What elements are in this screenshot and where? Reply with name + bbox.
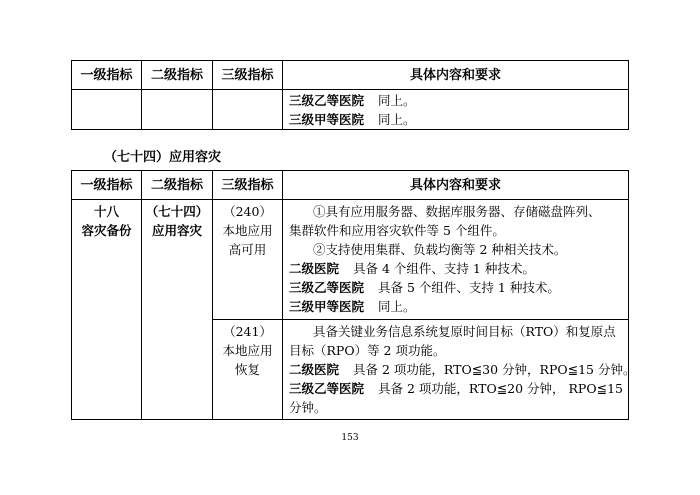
cell-empty [213, 90, 283, 130]
header-level2: 二级指标 [142, 61, 213, 90]
section-heading: （七十四）应用容灾 [104, 150, 222, 165]
table-continued [71, 60, 629, 130]
requirement-line: 三级乙等医院 具备 2 项功能，RTO≦20 分钟， RPO≦15 [289, 381, 623, 396]
table-header-row [72, 171, 629, 200]
page-number: 153 [341, 433, 359, 443]
header-level3: 三级指标 [213, 61, 283, 90]
table-row [72, 200, 629, 320]
requirement-line: 二级医院 具备 4 个组件、支持 1 种技术。 [289, 261, 535, 276]
requirement-line: 三级甲等医院 同上。 [289, 112, 416, 127]
cell-content-241: 具备关键业务信息系统复原时间目标（RTO）和复原点 目标（RPO）等 2 项功能。 二级医院 具备 2 项功能，RTO≦30 分钟，RPO≦15 分钟。 三级乙等医院 具备 2 项功能，RTO≦20 分钟， RPO≦15 分钟。 [283, 320, 629, 420]
cell-level1: 十八 容灾备份 [72, 200, 142, 420]
cell-empty [142, 90, 213, 130]
cell-content [283, 90, 629, 130]
table-header-row [72, 61, 629, 90]
cell-content-240: ①具有应用服务器、数据库服务器、存储磁盘阵列、 集群软件和应用容灾软件等 5 个组件。 ②支持使用集群、负载均衡等 2 种相关技术。 二级医院 具备 4 个组件、支持 1 种技术。 三级乙等医院 具备 5 个组件、支持 1 种技术。 三级甲等医院 同上。 [283, 200, 629, 320]
header-level1: 一级指标 [72, 61, 142, 90]
header-level3: 三级指标 [213, 171, 283, 200]
requirement-line: 三级乙等医院 具备 5 个组件、支持 1 种技术。 [289, 280, 560, 295]
table-row [72, 90, 629, 130]
requirement-line: 三级乙等医院 同上。 [289, 93, 416, 108]
cell-level2: （七十四） 应用容灾 [142, 200, 213, 420]
header-content: 具体内容和要求 [283, 171, 629, 200]
cell-empty [72, 90, 142, 130]
table-application-disaster-recovery [71, 170, 636, 420]
cell-level3-241: （241） 本地应用 恢复 [213, 320, 283, 420]
header-level1: 一级指标 [72, 171, 142, 200]
cell-level3-240: （240） 本地应用 高可用 [213, 200, 283, 320]
requirement-line: 二级医院 具备 2 项功能，RTO≦30 分钟，RPO≦15 分钟。 [289, 362, 636, 377]
header-content: 具体内容和要求 [283, 61, 629, 90]
header-level2: 二级指标 [142, 171, 213, 200]
requirement-line: 三级甲等医院 同上。 [289, 299, 416, 314]
